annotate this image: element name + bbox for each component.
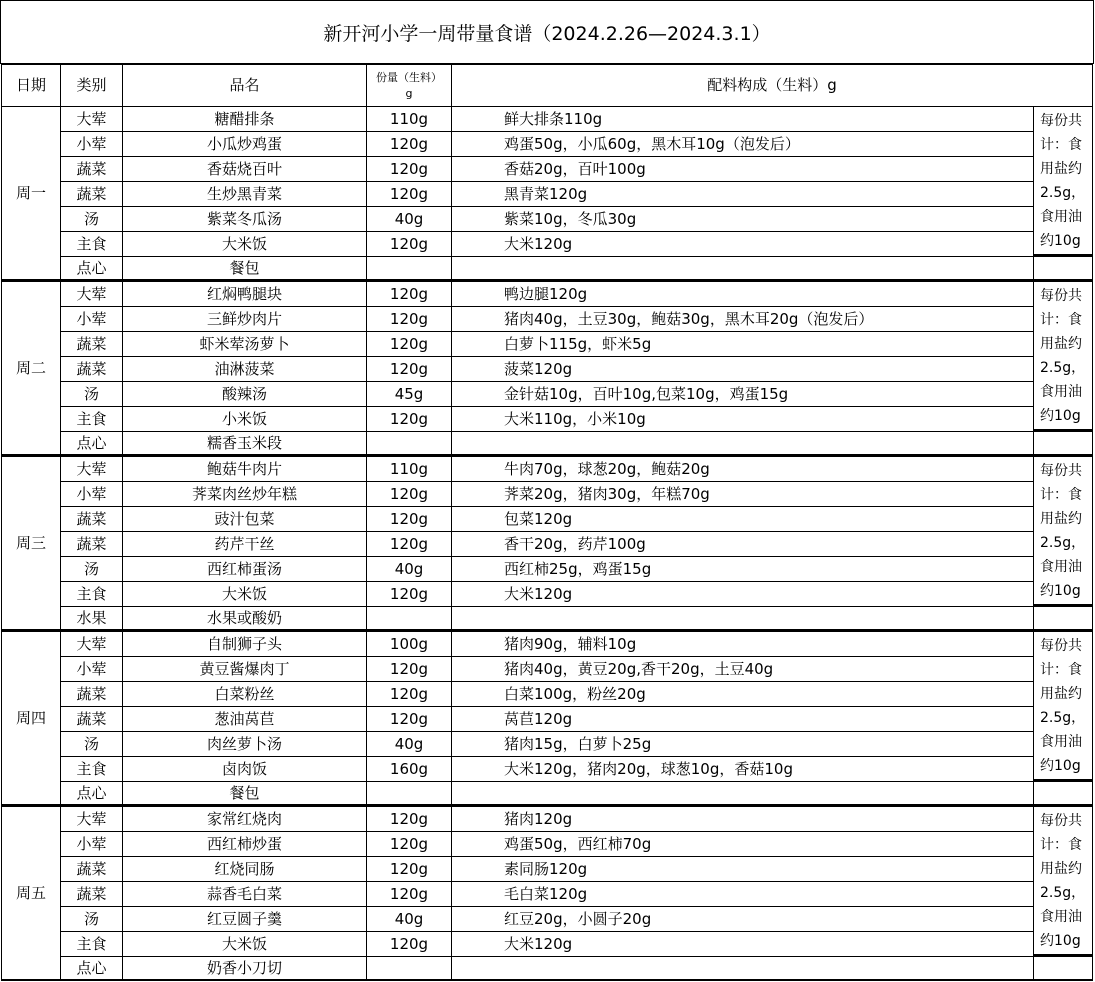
row-dish: 大米饭 [122,231,366,256]
row-dish: 红焖鸭腿块 [122,281,366,306]
day-label: 周二 [1,281,60,456]
row-ingredients: 猪肉40g，黄豆20g,香干20g，土豆40g [451,656,1033,681]
row-quantity: 40g [366,206,451,231]
day-label: 周三 [1,456,60,631]
row-ingredients: 莴苣120g [451,706,1033,731]
row-category: 主食 [60,406,122,431]
row-dish: 家常红烧肉 [122,806,366,831]
row-ingredients [451,956,1033,981]
row-category: 蔬菜 [60,181,122,206]
row-dish: 豉汁包菜 [122,506,366,531]
day-label: 周五 [1,806,60,981]
row-dish: 葱油莴苣 [122,706,366,731]
row-quantity: 160g [366,756,451,781]
row-quantity: 120g [366,131,451,156]
day-note-empty [1033,781,1093,806]
row-dish: 蒜香毛白菜 [122,881,366,906]
row-category: 点心 [60,431,122,456]
row-quantity: 40g [366,556,451,581]
row-dish: 红烧同肠 [122,856,366,881]
row-quantity: 120g [366,231,451,256]
header-date: 日期 [1,64,60,106]
row-ingredients: 大米120g [451,581,1033,606]
row-quantity: 120g [366,831,451,856]
row-quantity: 120g [366,656,451,681]
row-category: 主食 [60,756,122,781]
row-quantity [366,256,451,281]
row-dish: 自制狮子头 [122,631,366,656]
row-quantity: 120g [366,581,451,606]
row-ingredients: 香干20g，药芹100g [451,531,1033,556]
row-ingredients [451,256,1033,281]
row-category: 汤 [60,206,122,231]
row-quantity: 45g [366,381,451,406]
row-ingredients: 猪肉90g，辅料10g [451,631,1033,656]
row-quantity [366,431,451,456]
row-category: 小荤 [60,306,122,331]
row-dish: 三鲜炒肉片 [122,306,366,331]
row-category: 汤 [60,906,122,931]
row-ingredients: 荠菜20g，猪肉30g，年糕70g [451,481,1033,506]
header-ingredients: 配料构成（生料）g [451,64,1093,106]
row-ingredients: 猪肉15g，白萝卜25g [451,731,1033,756]
row-category: 小荤 [60,831,122,856]
row-category: 点心 [60,256,122,281]
row-quantity: 120g [366,281,451,306]
row-category: 汤 [60,381,122,406]
row-ingredients [451,781,1033,806]
row-ingredients: 黑青菜120g [451,181,1033,206]
row-ingredients: 白菜100g，粉丝20g [451,681,1033,706]
row-quantity: 40g [366,731,451,756]
row-category: 主食 [60,231,122,256]
day-note: 每份共计：食用盐约2.5g，食用油约10g [1033,806,1093,956]
page-title: 新开河小学一周带量食谱（2024.2.26—2024.3.1） [0,0,1094,64]
row-category: 汤 [60,731,122,756]
row-category: 主食 [60,581,122,606]
header-category: 类别 [60,64,122,106]
row-ingredients: 香菇20g，百叶100g [451,156,1033,181]
row-quantity [366,956,451,981]
row-quantity: 120g [366,331,451,356]
row-quantity: 120g [366,156,451,181]
row-quantity: 120g [366,356,451,381]
row-category: 小荤 [60,656,122,681]
row-dish: 白菜粉丝 [122,681,366,706]
row-dish: 小米饭 [122,406,366,431]
row-ingredients: 红豆20g，小圆子20g [451,906,1033,931]
row-dish: 西红柿蛋汤 [122,556,366,581]
day-note: 每份共计：食用盐约2.5g，食用油约10g [1033,106,1093,256]
row-dish: 黄豆酱爆肉丁 [122,656,366,681]
row-category: 大荤 [60,281,122,306]
row-quantity: 100g [366,631,451,656]
row-quantity: 120g [366,506,451,531]
row-ingredients: 大米120g [451,231,1033,256]
row-ingredients: 牛肉70g，球葱20g，鲍菇20g [451,456,1033,481]
row-dish: 油淋菠菜 [122,356,366,381]
row-category: 点心 [60,956,122,981]
row-dish: 小瓜炒鸡蛋 [122,131,366,156]
row-quantity: 120g [366,806,451,831]
row-quantity: 120g [366,181,451,206]
row-quantity: 110g [366,106,451,131]
row-category: 水果 [60,606,122,631]
row-quantity [366,781,451,806]
row-ingredients [451,606,1033,631]
row-ingredients: 紫菜10g，冬瓜30g [451,206,1033,231]
row-ingredients: 金针菇10g，百叶10g,包菜10g，鸡蛋15g [451,381,1033,406]
row-ingredients: 菠菜120g [451,356,1033,381]
row-category: 蔬菜 [60,156,122,181]
day-note: 每份共计：食用盐约2.5g，食用油约10g [1033,631,1093,781]
row-quantity: 110g [366,456,451,481]
header-dish: 品名 [122,64,366,106]
row-dish: 糯香玉米段 [122,431,366,456]
row-dish: 餐包 [122,256,366,281]
row-dish: 奶香小刀切 [122,956,366,981]
row-category: 蔬菜 [60,881,122,906]
header-quantity-line1: 份量（生料） [376,70,442,84]
row-category: 蔬菜 [60,681,122,706]
day-note-empty [1033,956,1093,981]
row-quantity: 120g [366,681,451,706]
row-dish: 大米饭 [122,931,366,956]
row-ingredients: 鸡蛋50g，小瓜60g，黑木耳10g（泡发后） [451,131,1033,156]
row-category: 主食 [60,931,122,956]
row-dish: 药芹干丝 [122,531,366,556]
row-category: 蔬菜 [60,531,122,556]
row-dish: 荠菜肉丝炒年糕 [122,481,366,506]
row-quantity: 120g [366,881,451,906]
row-category: 蔬菜 [60,706,122,731]
row-dish: 大米饭 [122,581,366,606]
row-quantity: 120g [366,406,451,431]
row-ingredients: 大米120g [451,931,1033,956]
row-dish: 卤肉饭 [122,756,366,781]
row-category: 小荤 [60,481,122,506]
row-quantity: 120g [366,931,451,956]
row-dish: 餐包 [122,781,366,806]
row-category: 汤 [60,556,122,581]
row-quantity: 120g [366,306,451,331]
row-quantity: 120g [366,856,451,881]
row-category: 蔬菜 [60,331,122,356]
row-ingredients: 大米120g，猪肉20g，球葱10g，香菇10g [451,756,1033,781]
day-note-empty [1033,256,1093,281]
row-ingredients: 鸭边腿120g [451,281,1033,306]
row-ingredients: 白萝卜115g，虾米5g [451,331,1033,356]
row-category: 大荤 [60,806,122,831]
row-dish: 水果或酸奶 [122,606,366,631]
header-quantity-unit: g [405,86,413,100]
row-ingredients: 包菜120g [451,506,1033,531]
row-dish: 糖醋排条 [122,106,366,131]
row-dish: 肉丝萝卜汤 [122,731,366,756]
header-quantity [366,64,451,106]
row-ingredients: 素同肠120g [451,856,1033,881]
row-ingredients: 猪肉120g [451,806,1033,831]
row-ingredients: 毛白菜120g [451,881,1033,906]
row-quantity: 120g [366,706,451,731]
row-category: 大荤 [60,456,122,481]
row-dish: 红豆圆子羹 [122,906,366,931]
row-quantity: 120g [366,481,451,506]
day-label: 周一 [1,106,60,281]
row-category: 大荤 [60,631,122,656]
row-quantity: 120g [366,531,451,556]
row-dish: 酸辣汤 [122,381,366,406]
row-ingredients: 猪肉40g，土豆30g，鲍菇30g，黑木耳20g（泡发后） [451,306,1033,331]
row-dish: 生炒黑青菜 [122,181,366,206]
row-ingredients: 鲜大排条110g [451,106,1033,131]
row-ingredients [451,431,1033,456]
row-category: 点心 [60,781,122,806]
row-dish: 鲍菇牛肉片 [122,456,366,481]
row-quantity: 40g [366,906,451,931]
row-category: 蔬菜 [60,356,122,381]
row-category: 小荤 [60,131,122,156]
row-dish: 西红柿炒蛋 [122,831,366,856]
row-dish: 香菇烧百叶 [122,156,366,181]
row-category: 蔬菜 [60,506,122,531]
day-note: 每份共计：食用盐约2.5g，食用油约10g [1033,456,1093,606]
day-label: 周四 [1,631,60,806]
row-category: 大荤 [60,106,122,131]
row-dish: 虾米荤汤萝卜 [122,331,366,356]
row-dish: 紫菜冬瓜汤 [122,206,366,231]
row-ingredients: 西红柿25g，鸡蛋15g [451,556,1033,581]
row-quantity [366,606,451,631]
row-ingredients: 大米110g，小米10g [451,406,1033,431]
day-note-empty [1033,606,1093,631]
row-ingredients: 鸡蛋50g，西红柿70g [451,831,1033,856]
row-category: 蔬菜 [60,856,122,881]
day-note-empty [1033,431,1093,456]
day-note: 每份共计：食用盐约2.5g，食用油约10g [1033,281,1093,431]
